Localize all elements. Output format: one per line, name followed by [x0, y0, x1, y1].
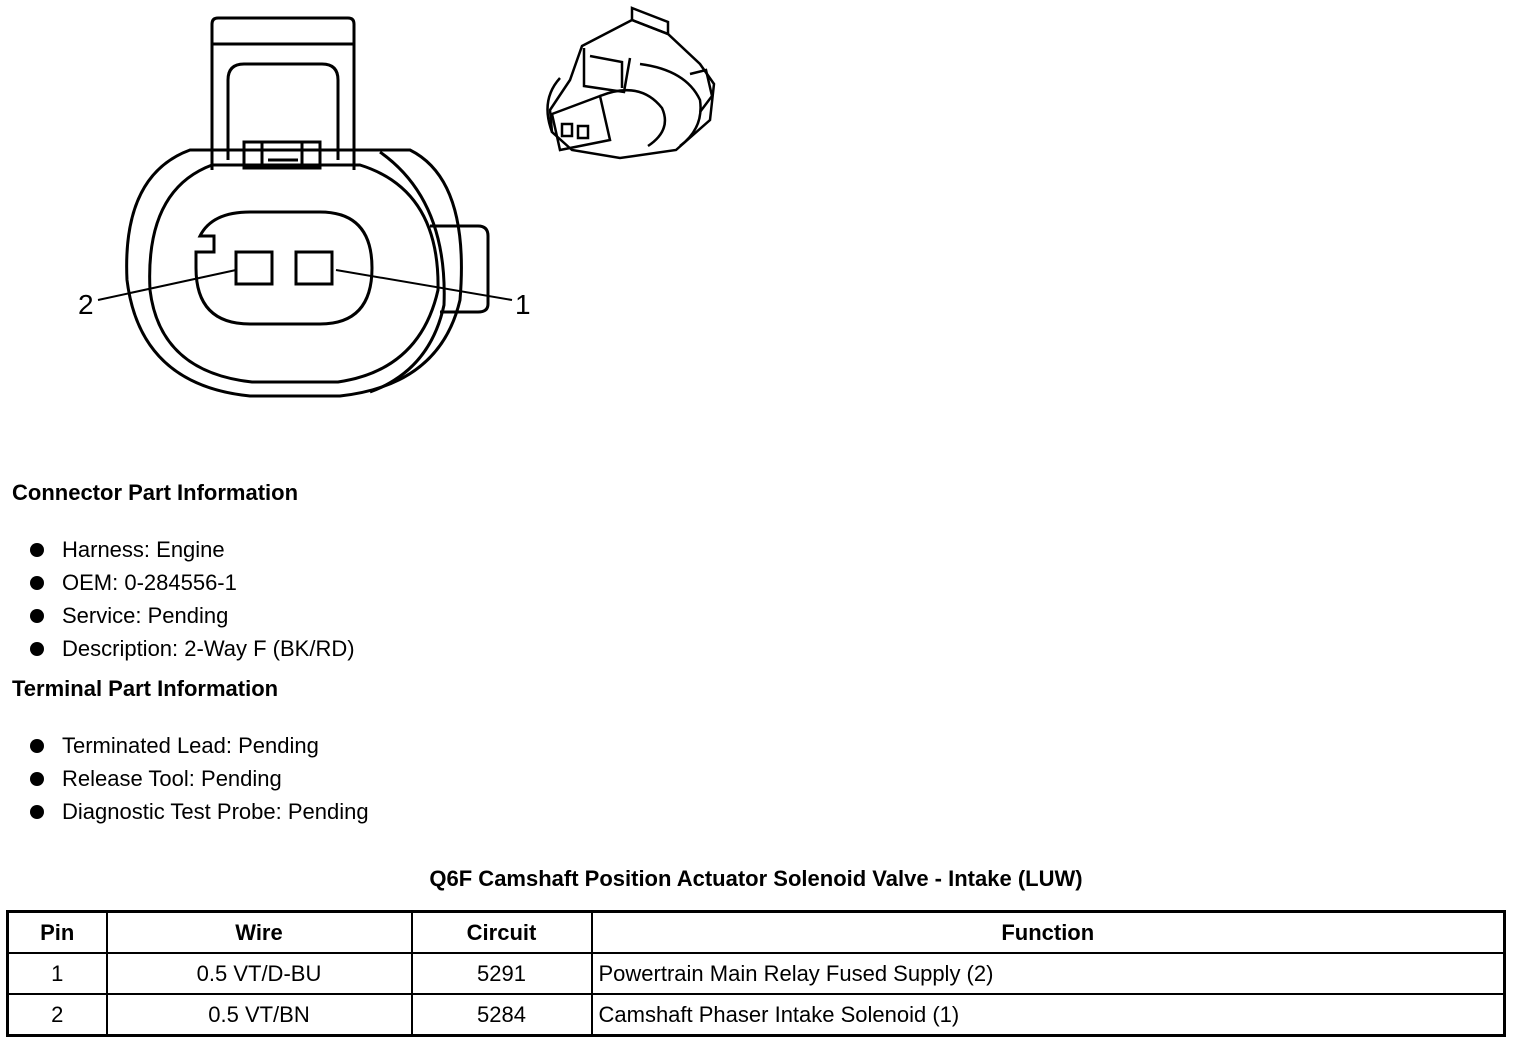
cell-wire: 0.5 VT/D-BU	[107, 953, 412, 994]
bullet-icon	[30, 576, 44, 590]
connector-3d-view	[548, 8, 715, 158]
list-item: Terminated Lead: Pending	[30, 729, 369, 762]
list-item: Harness: Engine	[30, 533, 355, 566]
cell-pin: 2	[8, 994, 107, 1036]
bullet-icon	[30, 772, 44, 786]
table-header-row	[8, 912, 1505, 954]
connector-info-title: Connector Part Information	[12, 480, 299, 505]
connector-diagram	[0, 0, 760, 440]
pinout-table	[6, 910, 1506, 1037]
bullet-icon	[30, 642, 44, 656]
terminal-info-list	[30, 729, 369, 828]
connector-info-list	[30, 533, 355, 665]
cell-function: Powertrain Main Relay Fused Supply (2)	[592, 953, 1505, 994]
column-header-wire: Wire	[107, 912, 412, 954]
bullet-icon	[30, 609, 44, 623]
cell-wire: 0.5 VT/BN	[107, 994, 412, 1036]
list-item: Diagnostic Test Probe: Pending	[30, 795, 369, 828]
pin-label-2: 2	[78, 289, 94, 320]
column-header-function: Function	[592, 912, 1505, 954]
table-row	[8, 953, 1505, 994]
pin-label-1: 1	[515, 289, 531, 320]
table-row	[8, 994, 1505, 1036]
cell-function: Camshaft Phaser Intake Solenoid (1)	[592, 994, 1505, 1036]
column-header-pin: Pin	[8, 912, 107, 954]
column-header-circuit: Circuit	[412, 912, 592, 954]
bullet-icon	[30, 543, 44, 557]
terminal-info-title: Terminal Part Information	[12, 676, 279, 701]
table-title: Q6F Camshaft Position Actuator Solenoid Valve - Intake (LUW)	[429, 866, 1083, 891]
bullet-icon	[30, 739, 44, 753]
cell-pin: 1	[8, 953, 107, 994]
cell-circuit: 5291	[412, 953, 592, 994]
list-item: Service: Pending	[30, 599, 355, 632]
list-item: Description: 2-Way F (BK/RD)	[30, 632, 355, 665]
list-item: OEM: 0-284556-1	[30, 566, 355, 599]
list-item: Release Tool: Pending	[30, 762, 369, 795]
cell-circuit: 5284	[412, 994, 592, 1036]
bullet-icon	[30, 805, 44, 819]
